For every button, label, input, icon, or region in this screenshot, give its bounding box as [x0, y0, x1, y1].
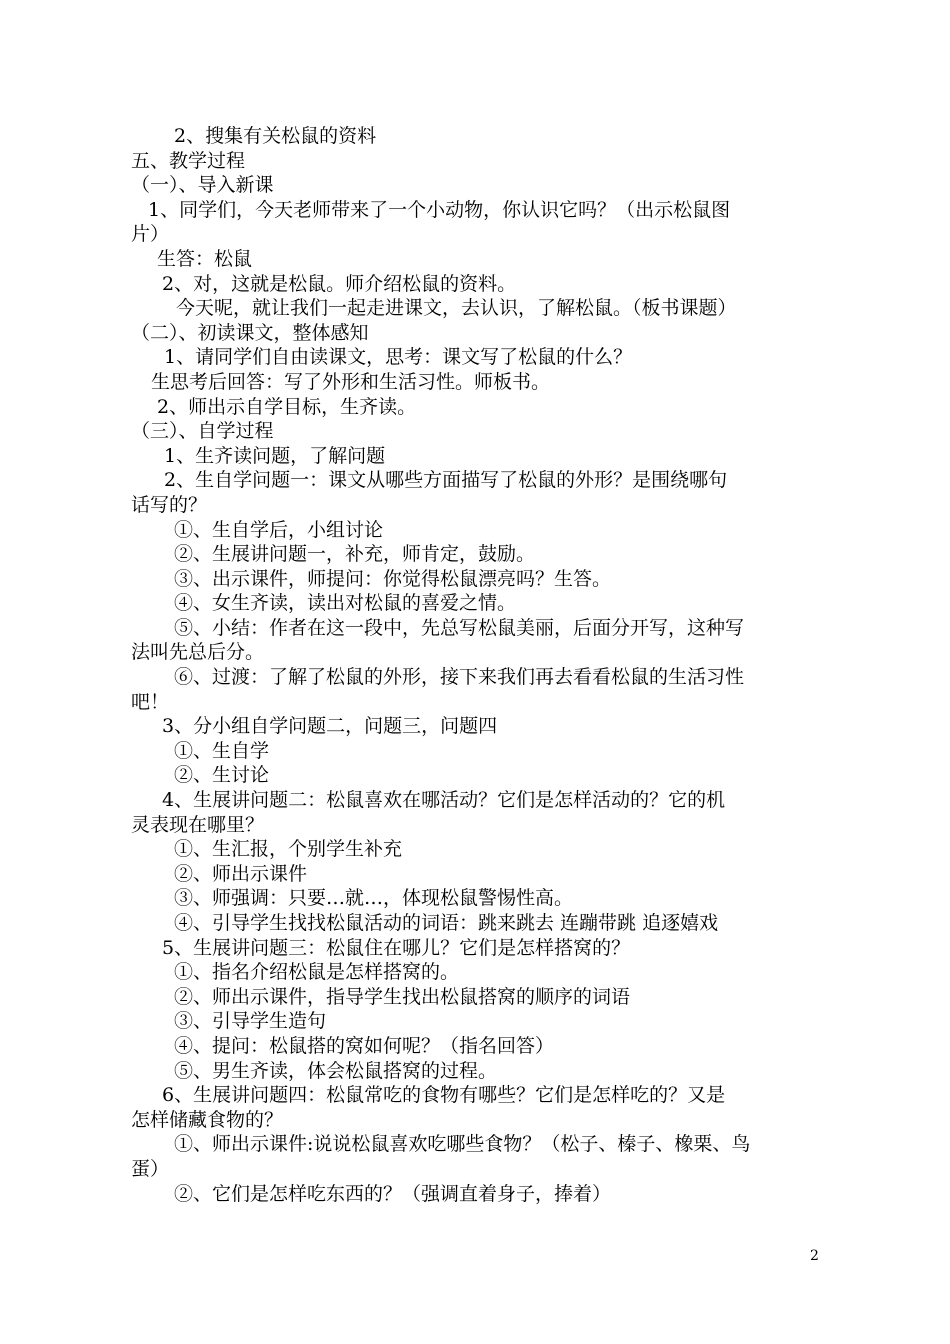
text-line: 生答：松鼠 [157, 247, 253, 270]
subsection-heading: （一）、导入新课 [131, 174, 274, 197]
text-line: 2、搜集有关松鼠的资料 [174, 125, 377, 147]
text-line: ④、引导学生找找松鼠活动的词语：跳来跳去 连蹦带跳 追逐嬉戏 [174, 912, 719, 934]
section-heading: 五、教学过程 [131, 149, 246, 172]
text-line: ②、师出示课件 [174, 862, 308, 885]
text-line: 片） [131, 223, 170, 246]
text-line: ④、提问：松鼠搭的窝如何呢？（指名回答） [174, 1034, 555, 1057]
text-line: 2、师出示自学目标，生齐读。 [157, 395, 417, 418]
text-line: ①、生自学后，小组讨论 [174, 518, 384, 541]
text-line: 2、对，这就是松鼠。师介绍松鼠的资料。 [162, 272, 517, 295]
text-line: ②、师出示课件，指导学生找出松鼠搭窝的顺序的词语 [174, 985, 631, 1008]
text-line: ⑤、男生齐读，体会松鼠搭窝的过程。 [174, 1059, 498, 1082]
text-line: ④、女生齐读，读出对松鼠的喜爱之情。 [174, 592, 517, 615]
text-line: ①、师出示课件:说说松鼠喜欢吃哪些食物？（松子、榛子、橡栗、鸟 [174, 1133, 751, 1156]
text-line: 今天呢，就让我们一起走进课文，去认识，了解松鼠。（板书课题） [176, 297, 737, 320]
text-line: 法叫先总后分。 [131, 641, 265, 664]
text-line: 6、生展讲问题四：松鼠常吃的食物有哪些？它们是怎样吃的？又是 [162, 1084, 726, 1107]
text-line: ③、引导学生造句 [174, 1010, 327, 1033]
text-line: 灵表现在哪里？ [131, 813, 265, 836]
text-line: 吧！ [131, 690, 170, 713]
text-line: ①、指名介绍松鼠是怎样搭窝的。 [174, 961, 460, 984]
text-line: 怎样储藏食物的？ [131, 1108, 284, 1131]
text-line: 生思考后回答：写了外形和生活习性。师板书。 [151, 370, 551, 393]
text-line: 4、生展讲问题二：松鼠喜欢在哪活动？它们是怎样活动的？它的机 [162, 789, 726, 812]
text-line: ②、它们是怎样吃东西的？（强调直着身子，捧着） [174, 1182, 612, 1205]
text-line: 3、分小组自学问题二，问题三，问题四 [162, 715, 498, 738]
text-line: 1、生齐读问题，了解问题 [164, 444, 386, 467]
text-line: 蛋） [131, 1157, 170, 1180]
text-line: 话写的？ [131, 493, 208, 516]
text-line: 1、同学们，今天老师带来了一个小动物，你认识它吗？（出示松鼠图 [148, 198, 731, 221]
text-line: ①、生汇报，个别学生补充 [174, 838, 403, 861]
text-line: ③、出示课件，师提问：你觉得松鼠漂亮吗？生答。 [174, 567, 612, 590]
text-line: 2、生自学问题一：课文从哪些方面描写了松鼠的外形？是围绕哪句 [164, 469, 728, 492]
text-line: ①、生自学 [174, 739, 270, 762]
subsection-heading: （二）、初读课文，整体感知 [131, 321, 369, 344]
text-line: ②、生讨论 [174, 764, 270, 787]
document-body [131, 124, 827, 1206]
text-line: ②、生展讲问题一，补充，师肯定，鼓励。 [174, 543, 536, 566]
text-line: ③、师强调：只要…就…，体现松鼠警惕性高。 [174, 887, 574, 910]
page-number: 2 [810, 1248, 819, 1264]
text-line: 1、请同学们自由读课文，思考：课文写了松鼠的什么？ [164, 346, 633, 369]
text-line: ⑥、过渡：了解了松鼠的外形，接下来我们再去看看松鼠的生活习性 [174, 666, 745, 689]
subsection-heading: （三）、自学过程 [131, 420, 274, 443]
text-line: ⑤、小结：作者在这一段中，先总写松鼠美丽，后面分开写，这种写 [174, 616, 745, 639]
text-line: 5、生展讲问题三：松鼠住在哪儿？它们是怎样搭窝的？ [162, 936, 631, 959]
